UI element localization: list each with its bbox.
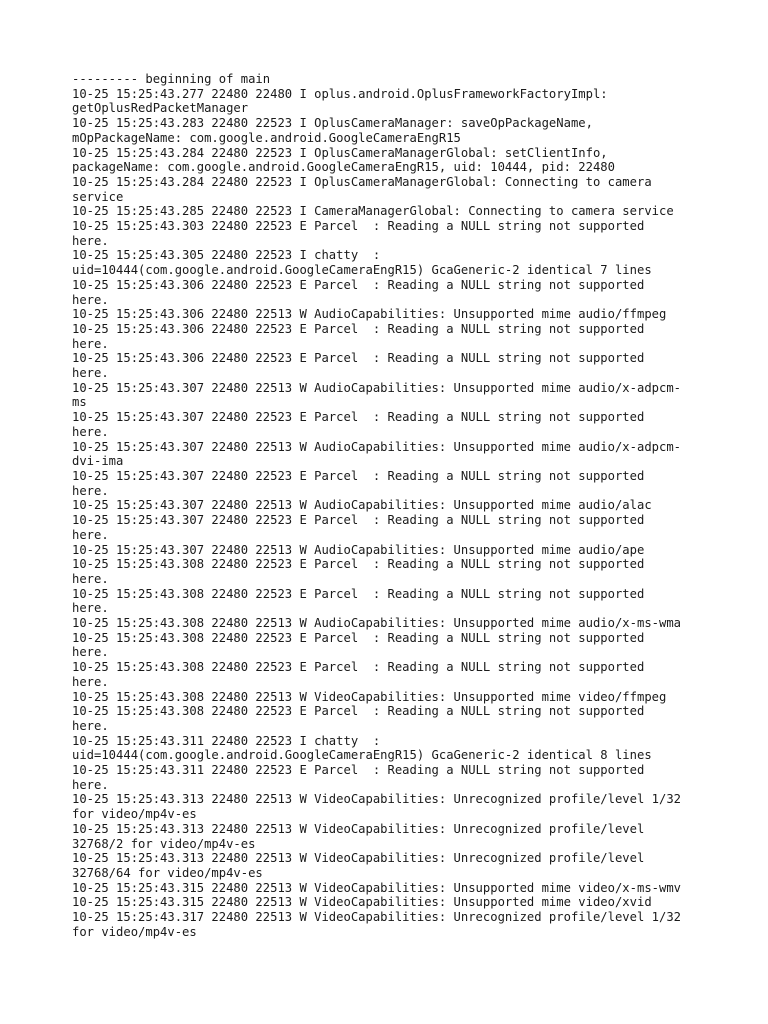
log-line: 10-25 15:25:43.308 22480 22513 W VideoCapabilities: Unsupported mime video/ffmpeg — [72, 689, 667, 704]
log-line: here. — [72, 718, 109, 733]
log-line: 10-25 15:25:43.307 22480 22523 E Parcel : Reading a NULL string not supported — [72, 513, 645, 528]
log-line: 10-25 15:25:43.306 22480 22523 E Parcel : Reading a NULL string not supported — [72, 351, 645, 366]
log-line: packageName: com.google.android.GoogleCameraEngR15, uid: 10444, pid: 22480 — [72, 160, 615, 175]
log-line: 10-25 15:25:43.283 22480 22523 I OplusCameraManager: saveOpPackageName, — [72, 116, 593, 131]
log-line: here. — [72, 601, 109, 616]
log-line: 10-25 15:25:43.311 22480 22523 I chatty : — [72, 733, 381, 748]
log-line: 32768/64 for video/mp4v-es — [72, 865, 263, 880]
log-line: 10-25 15:25:43.313 22480 22513 W VideoCapabilities: Unrecognized profile/level 1/32 — [72, 792, 682, 807]
log-line: 10-25 15:25:43.303 22480 22523 E Parcel : Reading a NULL string not supported — [72, 219, 645, 234]
log-line: for video/mp4v-es — [72, 807, 197, 822]
log-line: here. — [72, 527, 109, 542]
log-line: here. — [72, 483, 109, 498]
log-line: 32768/2 for video/mp4v-es — [72, 836, 256, 851]
log-line: getOplusRedPacketManager — [72, 101, 249, 116]
log-line: 10-25 15:25:43.308 22480 22523 E Parcel : Reading a NULL string not supported — [72, 704, 645, 719]
log-line: here. — [72, 777, 109, 792]
log-line: uid=10444(com.google.android.GoogleCameraEngR15) GcaGeneric-2 identical 8 lines — [72, 748, 652, 763]
log-line: 10-25 15:25:43.308 22480 22523 E Parcel : Reading a NULL string not supported — [72, 630, 645, 645]
log-line: 10-25 15:25:43.315 22480 22513 W VideoCapabilities: Unsupported mime video/x-ms-wmv — [72, 880, 682, 895]
log-line: here. — [72, 571, 109, 586]
log-line: 10-25 15:25:43.307 22480 22513 W AudioCapabilities: Unsupported mime audio/x-adpcm- — [72, 380, 682, 395]
log-line: uid=10444(com.google.android.GoogleCameraEngR15) GcaGeneric-2 identical 7 lines — [72, 263, 652, 278]
log-line: 10-25 15:25:43.311 22480 22523 E Parcel : Reading a NULL string not supported — [72, 763, 645, 778]
log-line: 10-25 15:25:43.284 22480 22523 I OplusCameraManagerGlobal: setClientInfo, — [72, 145, 608, 160]
log-line: here. — [72, 645, 109, 660]
log-line: --------- beginning of main — [72, 72, 271, 86]
log-line: dvi-ima — [72, 454, 124, 469]
logcat-output — [72, 72, 712, 939]
log-line: for video/mp4v-es — [72, 924, 197, 939]
log-line: 10-25 15:25:43.317 22480 22513 W VideoCapabilities: Unrecognized profile/level 1/32 — [72, 910, 682, 925]
log-line: 10-25 15:25:43.307 22480 22513 W AudioCapabilities: Unsupported mime audio/x-adpcm- — [72, 439, 682, 454]
log-line: here. — [72, 366, 109, 381]
log-line: here. — [72, 292, 109, 307]
log-line: 10-25 15:25:43.308 22480 22523 E Parcel : Reading a NULL string not supported — [72, 660, 645, 675]
log-line: 10-25 15:25:43.308 22480 22513 W AudioCapabilities: Unsupported mime audio/x-ms-wma — [72, 616, 682, 631]
log-line: ms — [72, 395, 87, 410]
log-line: 10-25 15:25:43.277 22480 22480 I oplus.android.OplusFrameworkFactoryImpl: — [72, 86, 608, 101]
log-line: 10-25 15:25:43.307 22480 22523 E Parcel : Reading a NULL string not supported — [72, 410, 645, 425]
log-line: 10-25 15:25:43.313 22480 22513 W VideoCapabilities: Unrecognized profile/level — [72, 851, 645, 866]
log-line: 10-25 15:25:43.284 22480 22523 I OplusCameraManagerGlobal: Connecting to camera — [72, 174, 652, 189]
log-line: here. — [72, 336, 109, 351]
log-line: 10-25 15:25:43.313 22480 22513 W VideoCapabilities: Unrecognized profile/level — [72, 821, 645, 836]
log-line: 10-25 15:25:43.305 22480 22523 I chatty : — [72, 248, 381, 263]
log-line: here. — [72, 233, 109, 248]
log-line: 10-25 15:25:43.308 22480 22523 E Parcel : Reading a NULL string not supported — [72, 586, 645, 601]
log-line: 10-25 15:25:43.307 22480 22513 W AudioCapabilities: Unsupported mime audio/ape — [72, 542, 645, 557]
log-line: service — [72, 189, 124, 204]
log-line: 10-25 15:25:43.315 22480 22513 W VideoCapabilities: Unsupported mime video/xvid — [72, 895, 652, 910]
log-line: here. — [72, 674, 109, 689]
log-line: 10-25 15:25:43.307 22480 22513 W AudioCapabilities: Unsupported mime audio/alac — [72, 498, 652, 513]
log-line: 10-25 15:25:43.306 22480 22523 E Parcel : Reading a NULL string not supported — [72, 321, 645, 336]
log-line: here. — [72, 424, 109, 439]
log-line: 10-25 15:25:43.307 22480 22523 E Parcel : Reading a NULL string not supported — [72, 468, 645, 483]
log-line: 10-25 15:25:43.285 22480 22523 I CameraManagerGlobal: Connecting to camera service — [72, 204, 674, 219]
log-line: mOpPackageName: com.google.android.GoogleCameraEngR15 — [72, 130, 461, 145]
log-line: 10-25 15:25:43.306 22480 22523 E Parcel : Reading a NULL string not supported — [72, 277, 645, 292]
log-line: 10-25 15:25:43.306 22480 22513 W AudioCapabilities: Unsupported mime audio/ffmpeg — [72, 307, 667, 322]
log-line: 10-25 15:25:43.308 22480 22523 E Parcel : Reading a NULL string not supported — [72, 557, 645, 572]
